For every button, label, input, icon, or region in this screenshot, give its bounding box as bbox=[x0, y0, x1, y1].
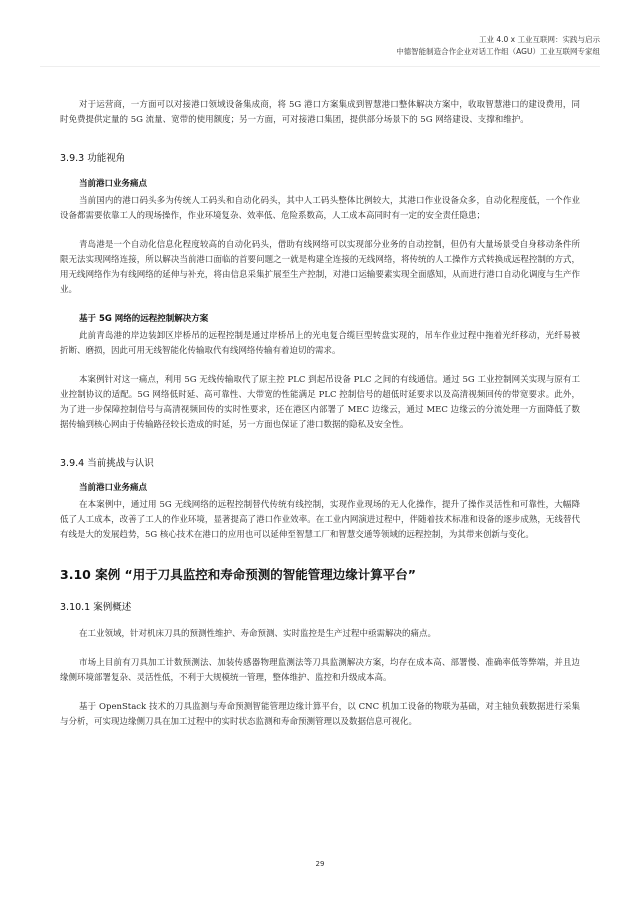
paragraph-openstack-platform: 基于 OpenStack 技术的刀具监测与寿命预测智能管理边缘计算平台，以 CNC 机加工设备的物联为基础，对主轴负载数据进行采集与分析，可实现边缘侧刀具在加工过程中的实时状态监测和寿命预测管理以及数据信息可视化。 bbox=[60, 702, 580, 727]
header-line-1: 工业 4.0 x 工业互联网：实践与启示 bbox=[478, 35, 600, 44]
paragraph-market-solutions: 市场上目前有刀具加工计数预测法、加装传感器物理监测法等刀具监测解决方案，均存在成本高、部署慢、准确率低等弊端，并且边缘侧环境部署复杂、灵活性低，不利于大规模统一管理，整体维护、监控和升级成本高。 bbox=[60, 658, 580, 683]
page-header bbox=[396, 34, 600, 58]
section-3-10-1-heading: 3.10.1 案例概述 bbox=[60, 602, 132, 613]
paragraph-port-current-state: 当前国内的港口码头多为传统人工码头和自动化码头，其中人工码头整体比例较大，其港口作业设备众多，自动化程度低，一个作业设备都需要依靠工人的现场操作，作业环境复杂、效率低、危险系数高，人工成本高同时有一定的安全责任隐患； bbox=[60, 196, 580, 221]
subheading-5g-remote-control: 基于 5G 网络的远程控制解决方案 bbox=[79, 314, 209, 324]
header-divider bbox=[40, 66, 600, 67]
subheading-port-pain-points-2: 当前港口业务痛点 bbox=[79, 483, 148, 493]
page-number: 29 bbox=[315, 860, 325, 868]
subheading-port-pain-points: 当前港口业务痛点 bbox=[79, 179, 148, 189]
page-body bbox=[60, 98, 580, 730]
section-3-9-4-heading: 3.9.4 当前挑战与认识 bbox=[60, 458, 154, 469]
section-3-10-heading: 3.10 案例 “用于刀具监控和寿命预测的智能管理边缘计算平台” bbox=[60, 567, 416, 582]
paragraph-wireless-replaces-wired: 在本案例中，通过用 5G 无线网络的远程控制替代传统有线控制，实现作业现场的无人化操作，提升了操作灵活性和可靠性，大幅降低了人工成本，改善了工人的作业环境，显著提高了港口作业效率。在工业内网演进过程中，伴随着技术标准和设备的逐步成熟，无线替代有线是大的发展趋势，5G 核心技术在港口的应用也可以延伸至智慧工厂和智慧交通等领域的远程控制，为其带来创新与变化。 bbox=[60, 500, 580, 540]
paragraph-tool-pain-points: 在工业领域，针对机床刀具的预测性维护、寿命预测、实时监控是生产过程中亟需解决的痛点。 bbox=[79, 629, 437, 639]
section-3-9-3-heading: 3.9.3 功能视角 bbox=[60, 153, 126, 164]
paragraph-5g-plc-solution: 本案例针对这一痛点，利用 5G 无线传输取代了原主控 PLC 到起吊设备 PLC 之间的有线通信。通过 5G 工业控制网关实现与原有工业控制协议的适配。5G 网络低时延、高可靠性、大带宽的性能满足 PLC 控制信号的超低时延要求以及高清视频回传的带宽要求。此外，为了进一步保障控制信号与高清视频回传的实时性要求，还在港区内部署了 MEC 边缘云，通过 MEC 边缘云的分流处理一方面降低了数据传输到核心网由于传输路径较长造成的时延，另一方面也保证了港口数据的隐私及安全性。 bbox=[60, 375, 580, 430]
paragraph-crane-remote-control: 此前青岛港的岸边装卸区岸桥吊的远程控制是通过岸桥吊上的光电复合缆巨型转盘实现的，吊车作业过程中拖着光纤移动，光纤易被折断、磨损，因此可用无线智能化传输取代有线网络传输有着迫切的需求。 bbox=[60, 331, 580, 356]
paragraph-qingdao-port: 青岛港是一个自动化信息化程度较高的自动化码头，借助有线网络可以实现部分业务的自动控制，但仍有大量场景受自身移动条件所限无法实现网络连接，所以解决当前港口面临的首要问题之一就是构建全连接的无线网络，将传统的人工操作方式转换成远程控制的方式，用无线网络作为有线网络的延伸与补充，将由信息采集扩展至生产控制，对港口运输要素实现全面感知，从而进行港口自动化调度与生产作业。 bbox=[60, 240, 580, 295]
intro-paragraph: 对于运营商，一方面可以对接港口领域设备集成商，将 5G 港口方案集成到智慧港口整体解决方案中，收取智慧港口的建设费用，同时免费提供定量的 5G 流量、宽带的使用额度；另一方面，可对接港口集团，提供部分场景下的 5G 网络建设、支撑和维护。 bbox=[60, 100, 580, 125]
header-line-2: 中德智能制造合作企业对话工作组（AGU）工业互联网专家组 bbox=[396, 47, 600, 56]
